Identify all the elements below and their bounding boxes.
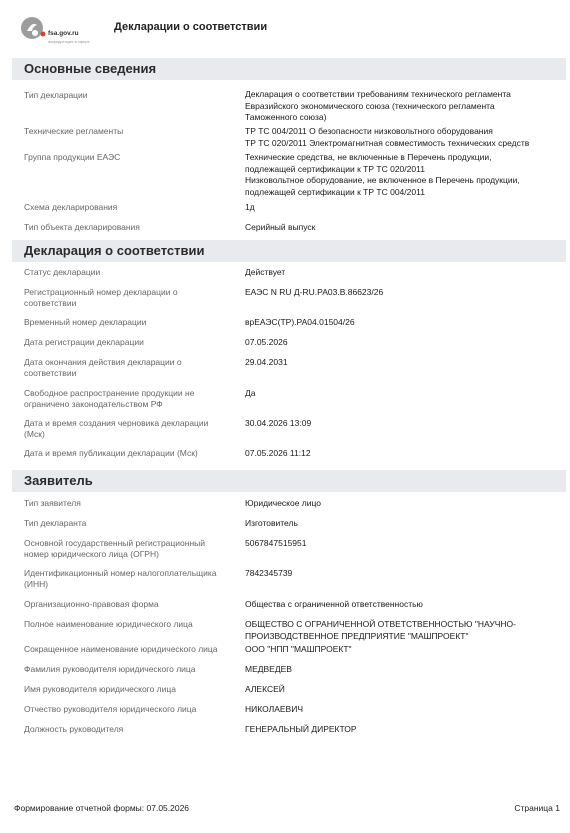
field-value-inn: 7842345739 [245,568,293,578]
field-label: Имя руководителя юридического лица [24,684,176,694]
field-label: Полное наименование юридического лица [24,619,193,629]
section-title: Заявитель [24,473,93,488]
fsa-logo[interactable] [20,16,100,46]
field-value-declarant-type: Изготовитель [245,518,298,528]
section-header-main-info [12,58,566,80]
field-value-head-name: АЛЕКСЕЙ [245,684,285,694]
field-label: Фамилия руководителя юридического лица [24,664,196,674]
field-value-status: Действует [245,267,286,277]
field-value-reg-date: 07.05.2026 [245,337,288,347]
field-label: Идентификационный номер налогоплательщика (ИНН) [24,568,217,589]
field-label: Тип декларации [24,90,88,100]
field-label: Схема декларирования [24,202,118,212]
field-label: Группа продукции ЕАЭС [24,152,121,162]
field-label: Тип объекта декларирования [24,222,140,232]
field-value-expiry-date: 29.04.2031 [245,357,288,367]
field-label: Дата и время публикации декларации (Мск) [24,448,198,458]
field-label: Дата и время создания черновика декларации (Мск) [24,418,209,439]
section-header-applicant [12,470,566,492]
field-value-applicant-type: Юридическое лицо [245,498,322,508]
field-label: Технические регламенты [24,126,124,136]
field-label: Отчество руководителя юридического лица [24,704,197,714]
field-value-head-patronymic: НИКОЛАЕВИЧ [245,704,303,714]
field-value-short-name: ООО "НПП "МАШПРОЕКТ" [245,644,352,654]
field-label: Тип декларанта [24,518,87,528]
field-label: Организационно-правовая форма [24,599,159,609]
field-value-head-position: ГЕНЕРАЛЬНЫЙ ДИРЕКТОР [245,724,357,734]
field-label: Свободное распространение продукции не ограничено законодательством РФ [24,388,195,409]
field-value-object-type: Серийный выпуск [245,222,316,232]
section-header-declaration [12,240,566,262]
field-label: Дата окончания действия декларации о соответствии [24,357,182,378]
field-value-reg-number: ЕАЭС N RU Д-RU.РА03.В.86623/26 [245,287,384,297]
field-value-declaration-type: Декларация о соответствии требованиям технического регламента Евразийского экономического союза (технического регламента Таможенного союза) [245,89,511,123]
field-value-tech-regulations: ТР ТС 004/2011 О безопасности низковольтного оборудования ТР ТС 020/2011 Электромагнитная совместимость технических средств [245,126,530,148]
section-title: Основные сведения [24,61,157,76]
field-label: Дата регистрации декларации [24,337,144,347]
field-value-scheme: 1д [245,202,255,212]
footer-page-number: Страница 1 [514,803,560,813]
field-label: Должность руководителя [24,724,124,734]
field-value-free-distribution: Да [245,388,256,398]
field-value-legal-form: Общества с ограниченной ответственностью [245,599,423,609]
footer-generated-date: Формирование отчетной формы: 07.05.2026 [14,803,190,813]
field-value-ogrn: 5067847515951 [245,538,307,548]
field-label: Регистрационный номер декларации о соответствии [24,287,178,308]
logo-domain: fsa.gov.ru [48,30,79,37]
field-label: Статус декларации [24,267,101,277]
field-value-head-surname: МЕДВЕДЕВ [245,664,292,674]
field-label: Временный номер декларации [24,317,147,327]
section-title: Декларация о соответствии [24,243,205,258]
field-value-draft-created: 30.04.2026 13:09 [245,418,312,428]
page-title: Декларации о соответствии [114,21,268,33]
page-header [0,0,570,50]
field-value-temp-number: врЕАЭС(ТР).РА04.01504/26 [245,317,355,327]
field-label: Основной государственный регистрационный номер юридического лица (ОГРН) [24,538,205,559]
field-value-full-name: ОБЩЕСТВО С ОГРАНИЧЕННОЙ ОТВЕТСТВЕННОСТЬЮ "НАУЧНО- ПРОИЗВОДСТВЕННОЕ ПРЕДПРИЯТИЕ "МАШПРОЕКТ" [245,619,516,641]
logo-dot-icon [40,31,46,37]
field-value-published: 07.05.2026 11:12 [245,448,311,458]
field-value-product-group: Технические средства, не включенные в Перечень продукции, подлежащей сертификации к ТР ТС 020/2011 Низковольтное оборудование, не включенное в Перечень продукции, подлежащей сертификации к ТР ТС 004/2011 [245,152,520,197]
field-label: Сокращенное наименование юридического лица [24,644,218,654]
logo-subtitle: аккредитация в сфере [48,39,90,44]
field-label: Тип заявителя [24,498,81,508]
